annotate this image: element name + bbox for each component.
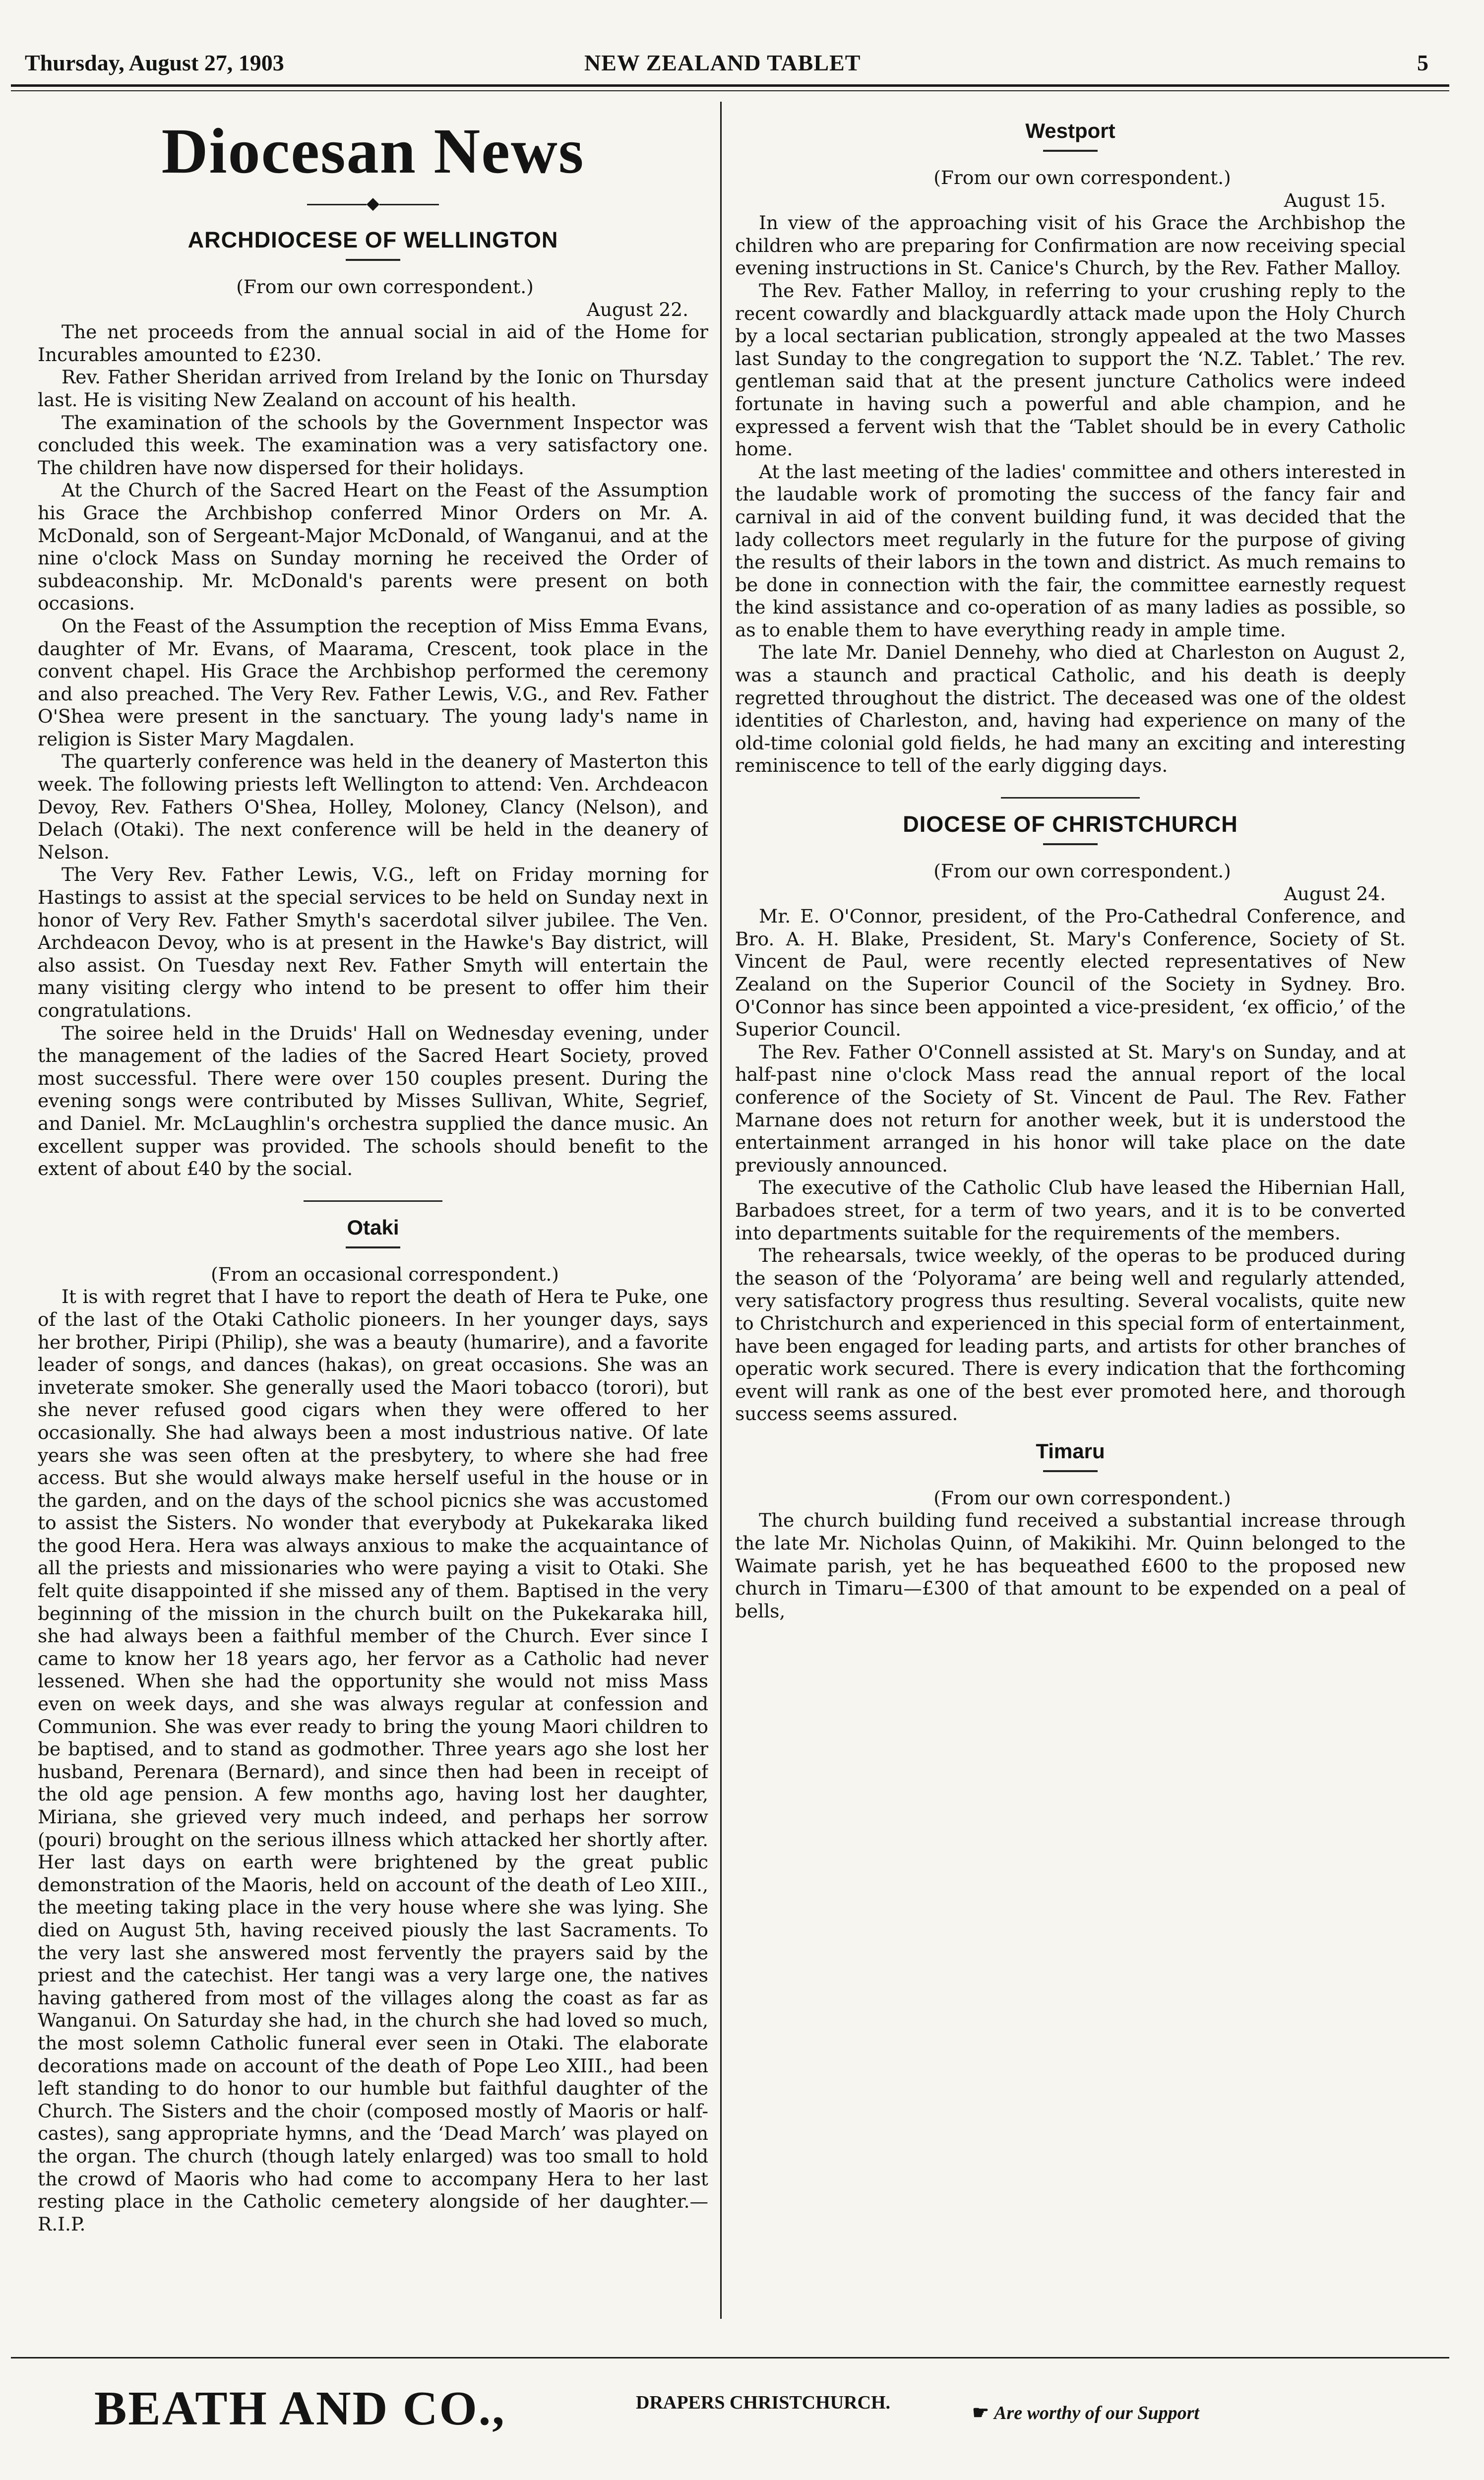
dispatch-date: August 24. xyxy=(1284,882,1386,905)
header-rule-bottom xyxy=(11,90,1449,91)
advert-subtitle: DRAPERS CHRISTCHURCH. xyxy=(636,2392,891,2413)
diamond-icon: ◆ xyxy=(366,193,380,213)
section-heading: Westport xyxy=(1025,119,1115,142)
heading-rule xyxy=(1043,150,1098,152)
section-separator xyxy=(304,1200,442,1202)
footer-rule xyxy=(11,2357,1449,2358)
section-separator xyxy=(1001,797,1140,799)
column-divider xyxy=(720,102,722,2319)
paragraph: The late Mr. Daniel Dennehy, who died at Charleston on August 2, was a staunch and practical Catholic, and his death is deeply regretted throughout the district. The deceased was one of the oldest identities of Charleston, and, having had experience on many of the old-time colonial gold fields, he had many an exciting and interesting reminiscence to tell of the early digging days. xyxy=(735,641,1406,777)
paragraph: The church building fund received a substantial increase through the late Mr. Nicholas Quinn, of Makikihi. Mr. Quinn belonged to the Waimate parish, yet he has bequeathed £600 to the proposed new church in Timaru—£300 of that amount to be expended on a peal of bells, xyxy=(735,1509,1406,1622)
page-number: 5 xyxy=(1417,50,1428,75)
paragraph: The examination of the schools by the Government Inspector was concluded this week. The examination was a very satisfactory one. The children have now dispersed for their holidays. xyxy=(38,411,708,479)
paragraph: Rev. Father Sheridan arrived from Ireland by the Ionic on Thursday last. He is visiting New Zealand on account of his health. xyxy=(38,366,708,411)
paragraph: The Rev. Father O'Connell assisted at St. Mary's on Sunday, and at half-past nine o'clock Mass read the annual report of the local conference of the Society of St. Vincent de Paul. The Rev. Father Marnane does not return for another week, but it is understood the entertainment arranged in his honor will take place on the date previously announced. xyxy=(735,1041,1406,1176)
pointing-hand-icon: ☛ xyxy=(972,2403,989,2423)
section-wellington xyxy=(38,226,708,1180)
section-otaki xyxy=(38,1214,708,2236)
section-heading: DIOCESE OF CHRISTCHURCH xyxy=(903,811,1238,837)
paragraph: The soiree held in the Druids' Hall on Wednesday evening, under the management of the ladies of the Sacred Heart Society, proved most successful. There were over 150 couples present. During the evening songs were contributed by Misses Sullivan, White, Segrief, and Daniel. Mr. McLaughlin's orchestra supplied the dance music. An excellent supper was provided. The schools should benefit to the extent of about £40 by the social. xyxy=(38,1022,708,1180)
header-rule-top xyxy=(11,84,1449,87)
heading-rule xyxy=(346,1246,400,1248)
section-christchurch xyxy=(735,810,1406,1426)
correspondent-note: (From an occasional correspondent.) xyxy=(211,1263,559,1285)
correspondent-note: (From our own correspondent.) xyxy=(933,1487,1231,1509)
heading-rule xyxy=(1043,843,1098,845)
paragraph: It is with regret that I have to report the death of Hera te Puke, one of the last of the Otaki Catholic pioneers. In her younger days, says her brother, Piripi (Philip), she was a beauty (humarire), and a favorite leader of songs, and dances (hakas), on great occasions. She was an inveterate smoker. She generally used the Maori tobacco (torori), but she never refused good cigars when they were offered to her occasionally. She had always been a most industrious native. Of late years she was seen often at the presbytery, to where she had free access. But she would always make herself useful in the house or in the garden, and on the days of the school picnics she was accustomed to assist the Sisters. No wonder that everybody at Pukekaraka liked the good Hera. Hera was always anxious to make the acquaintance of all the priests and missionaries who were paying a visit to Otaki. She felt quite disappointed if she missed any of them. Baptised in the very beginning of the mission in the church built on the Pukekaraka hill, she had always been a faithful member of the Church. Ever since I came to know her 18 years ago, her fervor as a Catholic had never lessened. When she had the opportunity she would not miss Mass even on week days, and she was always regular at confession and Communion. She was ever ready to bring the young Maori children to be baptised, and to stand as godmother. Three years ago she lost her husband, Perenara (Bernard), and since then had been in receipt of the old age pension. A few months ago, having lost her daughter, Miriana, she grieved very much indeed, and perhaps her sorrow (pouri) brought on the serious illness which attacked her shortly after. Her last days on earth were brightened by the great public demonstration of the Maoris, held on account of the death of Leo XIII., the meeting taking place in the very house where she was lying. She died on August 5th, having received piously the last Sacraments. To the very last she answered most fervently the prayers said by the priest and the catechist. Her tangi was a very large one, the natives having gathered from most of the villages along the coast as far as Wanganui. On Saturday she had, in the church she had loved so much, the most solemn Catholic funeral ever seen in Otaki. The elaborate decorations made on account of the death of Pope Leo XIII., had been left standing to do honor to our humble but faithful daughter of the Church. The Sisters and the choir (composed mostly of Maoris or half-castes), sang appropriate hymns, and the ‘Dead March’ was played on the organ. The church (though lately enlarged) was too small to hold the crowd of Maoris who had come to accompany Hera to her last resting place in the Catholic cemetery alongside of her daughter.—R.I.P. xyxy=(38,1286,708,2235)
issue-date: Thursday, August 27, 1903 xyxy=(25,50,284,75)
heading-rule xyxy=(346,259,400,261)
footer-advert xyxy=(94,2381,1433,2440)
page-header xyxy=(25,46,1428,80)
paragraph: At the Church of the Sacred Heart on the Feast of the Assumption his Grace the Archbishop conferred Minor Orders on Mr. A. McDonald, son of Sergeant-Major McDonald, of Wanganui, and at the nine o'clock Mass on Sunday morning he received the Order of subdeaconship. Mr. McDonald's parents were present on both occasions. xyxy=(38,479,708,615)
paragraph: The Very Rev. Father Lewis, V.G., left on Friday morning for Hastings to assist at the special services to be held on Sunday next in honor of Very Rev. Father Smyth's sacerdotal silver jubilee. The Ven. Archdeacon Devoy, who is at present in the Hawke's Bay district, will also assist. On Tuesday next Rev. Father Smyth will entertain the many visiting clergy who intend to be present to offer him their congratulations. xyxy=(38,864,708,1021)
left-column xyxy=(38,114,708,2311)
paragraph: Mr. E. O'Connor, president, of the Pro-Cathedral Conference, and Bro. A. H. Blake, President, St. Mary's Conference, Society of St. Vincent de Paul, were recently elected representatives of New Zealand on the Superior Council of the Society in Sydney. Bro. O'Connor has since been appointed a vice-president, ‘ex officio,’ of the Superior Council. xyxy=(735,905,1406,1041)
masthead-title: Diocesan News xyxy=(161,116,585,187)
section-heading: ARCHDIOCESE OF WELLINGTON xyxy=(187,227,558,252)
correspondent-note: (From our own correspondent.) xyxy=(933,167,1231,188)
advert-brand: BEATH AND CO., xyxy=(94,2382,506,2435)
correspondent-note: (From our own correspondent.) xyxy=(933,860,1231,882)
paragraph: The Rev. Father Malloy, in referring to your crushing reply to the recent cowardly and blackguardly attack made upon the Holy Church by a local sectarian publication, strongly appealed at the two Masses last Sunday to the congregation to support the ‘N.Z. Tablet.’ The rev. gentleman said that at the present juncture Catholics were indeed fortunate in having such a powerful and able champion, and he expressed a fervent wish that the ‘Tablet should be in every Catholic home. xyxy=(735,279,1406,460)
section-timaru xyxy=(735,1437,1406,1623)
dispatch-date: August 15. xyxy=(1284,189,1386,211)
paper-title: NEW ZEALAND TABLET xyxy=(584,50,861,75)
paragraph: The rehearsals, twice weekly, of the operas to be produced during the season of the ‘Polyorama’ are being well and regularly attended, very satisfactory progress thus resulting. Several vocalists, quite new to Christchurch and experienced in this special form of entertainment, have been engaged for leading parts, and artists for other branches of operatic work secured. There is every indication that the forthcoming event will rank as one of the best ever promoted here, and thorough success seems assured. xyxy=(735,1244,1406,1425)
paragraph: The quarterly conference was held in the deanery of Masterton this week. The following priests left Wellington to attend: Ven. Archdeacon Devoy, Rev. Fathers O'Shea, Holley, Moloney, Clancy (Nelson), and Delach (Otaki). The next conference will be held in the deanery of Nelson. xyxy=(38,750,708,863)
correspondent-note: (From our own correspondent.) xyxy=(236,276,534,298)
paragraph: In view of the approaching visit of his Grace the Archbishop the children who are preparing for Confirmation are now receiving special evening instructions in St. Canice's Church, by the Rev. Father Malloy. xyxy=(735,212,1406,279)
paragraph: At the last meeting of the ladies' committee and others interested in the laudable work of promoting the success of the fancy fair and carnival in aid of the convent building fund, it was decided that the lady collectors meet regularly in the future for the purpose of giving the results of their labors in the town and district. As much remains to be done in connection with the fair, the committee earnestly request the kind assistance and co-operation of as many ladies as possible, so as to enable them to have everything ready in ample time. xyxy=(735,460,1406,641)
paragraph: The net proceeds from the annual social in aid of the Home for Incurables amounted to £230. xyxy=(38,321,708,366)
masthead-ornament xyxy=(38,193,708,213)
advert-tagline-wrap xyxy=(972,2402,1199,2424)
heading-rule xyxy=(1043,1470,1098,1472)
right-column xyxy=(735,117,1406,2314)
section-heading: Timaru xyxy=(1036,1439,1105,1463)
paragraph: The executive of the Catholic Club have leased the Hibernian Hall, Barbadoes street, for a term of two years, and it is to be converted into departments suitable for the requirements of the members. xyxy=(735,1177,1406,1244)
dispatch-date: August 22. xyxy=(586,298,688,320)
section-westport xyxy=(735,117,1406,777)
advert-tagline: Are worthy of our Support xyxy=(994,2403,1199,2423)
paragraph: On the Feast of the Assumption the reception of Miss Emma Evans, daughter of Mr. Evans, of Maarama, Crescent, took place in the convent chapel. His Grace the Archbishop performed the ceremony and also preached. The Very Rev. Father Lewis, V.G., and Rev. Father O'Shea were present in the sanctuary. The young lady's name in religion is Sister Mary Magdalen. xyxy=(38,615,708,750)
section-heading: Otaki xyxy=(347,1215,399,1239)
